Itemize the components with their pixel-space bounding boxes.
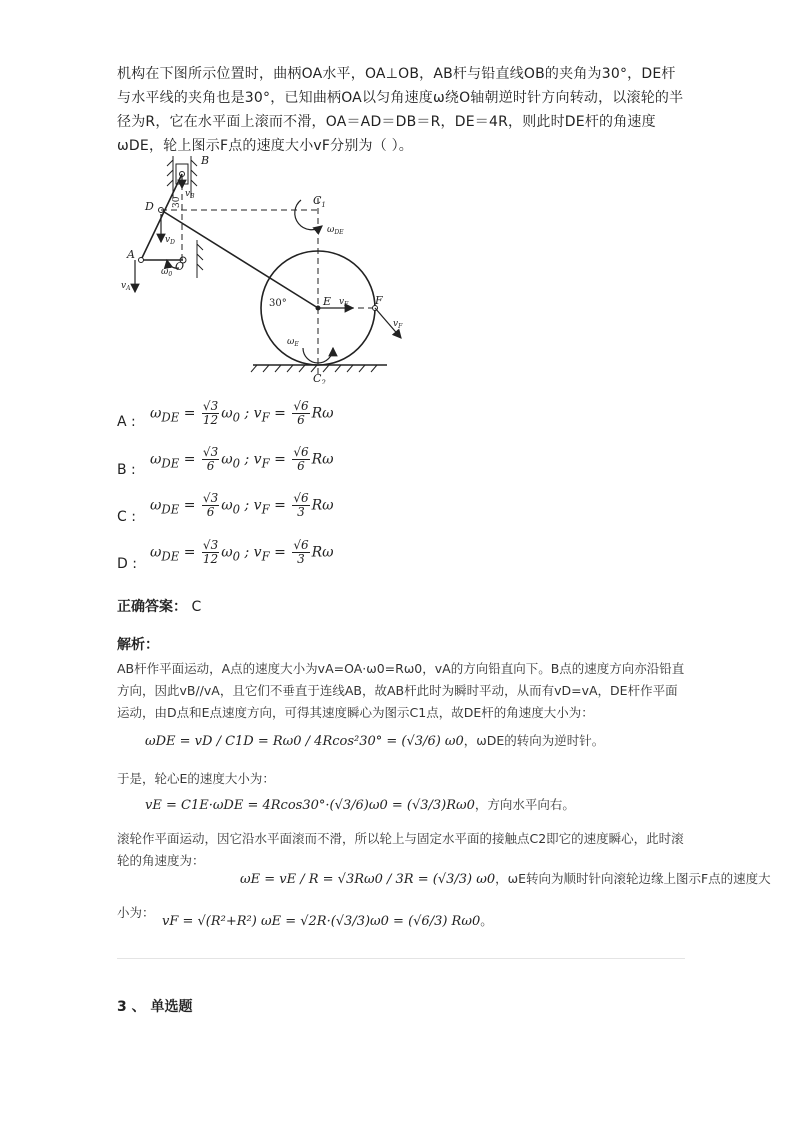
label-c2: $C_2$ [313, 372, 326, 384]
correct-answer [117, 596, 201, 616]
label-ve: $v_E$ [339, 297, 349, 308]
analysis-equation-3: ωE = vE / R = √3Rω0 / 3R = (√3/3) ω0，ωE转向为顺时针向滚轮边缘上图示F点的速度大 [240, 871, 771, 887]
label-vf: $v_F$ [393, 319, 403, 330]
label-d: D [145, 200, 154, 213]
label-vd: $v_D$ [165, 235, 175, 246]
analysis-title: 解析： [117, 637, 159, 653]
analysis-equation-2: vE = C1E·ωDE = 4Rcos30°·(√3/6)ω0 = (√3/3)Rω0，方向水平向右。 [145, 797, 575, 813]
divider [117, 958, 685, 959]
analysis-equation-1: ωDE = vD / C1D = Rω0 / 4Rcos²30° = (√3/6) ω0，ωDE的转向为逆时针。 [145, 733, 605, 749]
option-c-formula: $\omega_{DE}$ = $\frac{√3}{6}$ $\omega_0$ ; $v_F$ = $\frac{√6}{3}$ Rω [150, 491, 334, 519]
analysis-paragraph-2: 于是，轮心E的速度大小为： [117, 771, 275, 786]
analysis-paragraph-4: 小为： [117, 905, 155, 920]
label-we: $\omega_E$ [287, 337, 299, 348]
option-d-letter[interactable]: D : [117, 556, 137, 572]
label-w0: $\omega_0$ [161, 267, 173, 278]
option-d-formula: $\omega_{DE}$ = $\frac{√3}{12}$ $\omega_0$ ; $v_F$ = $\frac{√6}{3}$ Rω [150, 538, 334, 566]
answer-value: C [191, 599, 202, 615]
option-c-letter[interactable]: C : [117, 509, 136, 525]
option-a-letter[interactable]: A : [117, 414, 136, 430]
analysis-paragraph-3: 滚轮作平面运动，因它沿水平面滚而不滑，所以轮上与固定水平面的接触点C2即它的速度瞬心，此时滚轮的角速度为： [117, 831, 684, 868]
label-angle-30-top: 30 [172, 196, 182, 208]
answer-label: 正确答案： [117, 599, 187, 615]
label-vb: $v_B$ [185, 189, 195, 200]
section-heading: 3 、 单选题 [117, 999, 193, 1015]
analysis-equation-4: vF = √(R²+R²) ωE = √2R·(√3/3)ω0 = (√6/3) Rω0。 [162, 913, 493, 929]
label-f: F [375, 294, 383, 307]
mechanism-figure [117, 152, 417, 384]
label-c1: $C_1$ [313, 194, 326, 209]
option-a-formula: $\omega_{DE}$ = $\frac{√3}{12}$ $\omega_0$ ; $v_F$ = $\frac{√6}{6}$ Rω [150, 399, 334, 427]
label-angle-30: 30° [269, 298, 287, 309]
label-wde: $\omega_{DE}$ [327, 225, 344, 236]
label-o: O [175, 260, 185, 273]
label-a: A [127, 248, 135, 261]
question-text: 机构在下图所示位置时，曲柄OA水平，OA⊥OB，AB杆与铅直线OB的夹角为30°，DE杆与水平线的夹角也是30°，已知曲柄OA以匀角速度ω绕O轴朝逆时针方向转动，以滚轮的半径为R，它在水平面上滚而不滑，OA＝AD＝DB＝R，DE＝4R，则此时DE杆的角速度ωDE，轮上图示F点的速度大小vF分别为（ ）。 [117, 66, 684, 154]
label-e: E [323, 295, 332, 308]
ground [251, 365, 387, 372]
option-b-letter[interactable]: B : [117, 462, 136, 478]
option-b-formula: $\omega_{DE}$ = $\frac{√3}{6}$ $\omega_0$ ; $v_F$ = $\frac{√6}{6}$ Rω [150, 445, 334, 473]
label-b: B [201, 154, 210, 167]
label-va: $v_A$ [121, 281, 131, 292]
analysis-paragraph-1: AB杆作平面运动，A点的速度大小为vA=OA·ω0=Rω0，vA的方向铅直向下。B点的速度方向亦沿铅直方向，因此vB//vA，且它们不垂直于连线AB，故AB杆此时为瞬时平动，从而有vD=vA，DE杆作平面运动，由D点和E点速度方向，可得其速度瞬心为图示C1点，故DE杆的角速度大小为： [117, 661, 685, 720]
